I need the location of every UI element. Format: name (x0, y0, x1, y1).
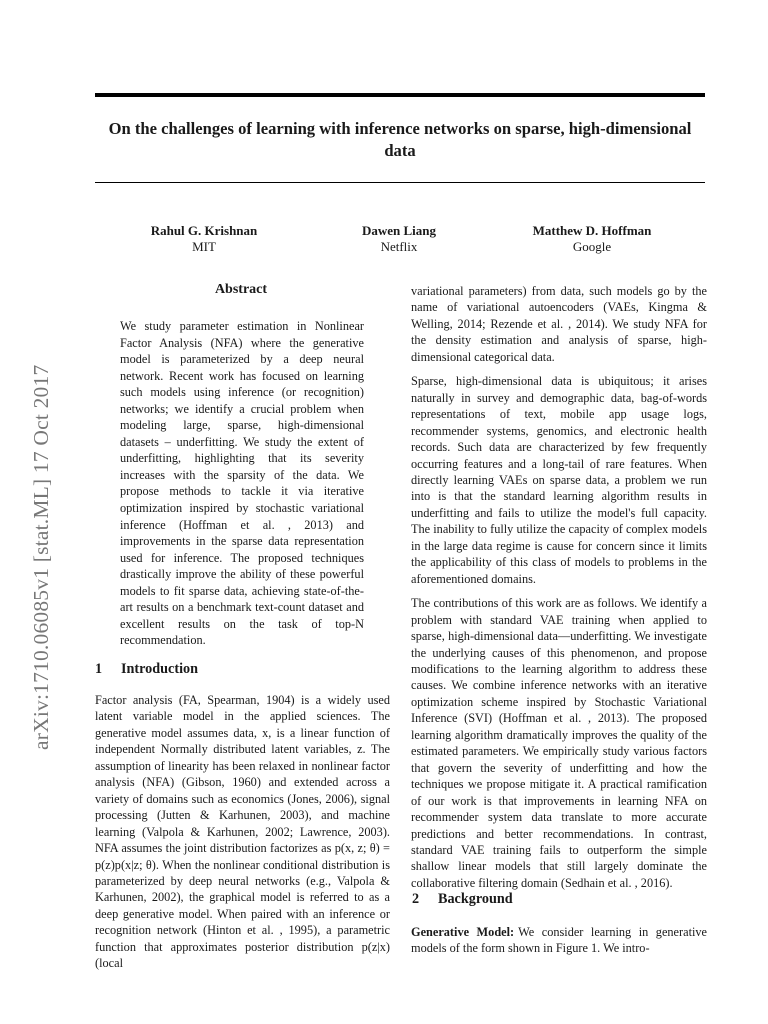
background-paragraph (411, 924, 707, 957)
section-title: Background (438, 891, 513, 907)
section-heading-introduction (95, 661, 198, 678)
section-heading-background (412, 891, 513, 908)
paragraph-lead: Generative Model: (411, 925, 515, 939)
section-number: 2 (412, 891, 420, 907)
paragraph-text: We consider learning in generative models of the form shown in Figure 1. We intro- (411, 925, 708, 956)
top-rule (95, 93, 705, 97)
abstract-text: We study parameter estimation in Nonlinear Factor Analysis (NFA) where the generative model is parameterized by a deep neural network. Recent work has focused on learning such models using inference (or recognition) networks; we identify a crucial problem when modeling large, sparse, high-dimensional datasets – underfitting. We study the extent of underfitting, highlighting that its severity increases with the sparsity of the data. We propose methods to tackle it via iterative optimization inspired by stochastic variational inference (Hoffman et al. , 2013) and improvements in the sparse data representation used for inference. The proposed techniques drastically improve the ability of these powerful models to fit sparse data, achieving state-of-the-art results on a benchmark text-count dataset and excellent results on the task of top-N recommendation. (120, 319, 364, 648)
author-name: Matthew D. Hoffman (532, 223, 652, 238)
author-affiliation: Google (572, 239, 612, 254)
paragraph: Sparse, high-dimensional data is ubiquitous; it arises naturally in survey and demographic data, bag-of-words representations of text, mobile app usage logs, recommender systems, genomics, and electronic health records. Such data are characterized by few frequently occurring features and a long-tail of rare features. When directly learning VAEs on sparse data, a problem we run into is that the standard learning algorithm results in underfitting and fails to utilize the model's full capacity. The inability to fully utilize the capacity of complex models in the large data regime is cause for concern since it limits the applicability of this class of models to problems in the aforementioned domains. (411, 374, 707, 586)
section-title: Introduction (121, 661, 198, 677)
author-affiliation: MIT (192, 239, 216, 254)
author-affiliation: Netflix (380, 239, 418, 254)
author-block (492, 223, 692, 255)
author-block (104, 223, 304, 255)
paragraph: The contributions of this work are as follows. We identify a problem with standard VAE training when applied to sparse, high-dimensional data—underfitting. We investigate the underlying causes of this phenomenon, and propose modifications to the learning algorithm to address these causes. We combine inference networks with an iterative optimization scheme inspired by Stochastic Variational Inference (SVI) (Hoffman et al. , 2013). The proposed learning algorithm dramatically improves the quality of the estimated parameters. We empirically study various factors that govern the severity of underfitting and how the techniques we propose mitigate it. A practical ramification of our work is that improvements in learning NFA on recommender system data translate to more accurate predictions and better recommendations. In contrast, standard VAE training fails to outperform the simple shallow linear models that still largely dominate the collaborative filtering domain (Sedhain et al. , 2016). (411, 596, 707, 890)
author-name: Rahul G. Krishnan (150, 223, 258, 238)
introduction-paragraph: Factor analysis (FA, Spearman, 1904) is a widely used latent variable model in the applied sciences. The generative model assumes data, x, is a linear function of independent Normally distributed latent variables, z. The assumption of linearity has been relaxed in nonlinear factor analysis (NFA) (Gibson, 1960) and extended across a variety of domains such as economics (Jones, 2006), signal processing (Jutten & Karhunen, 2003), and machine learning (Valpola & Karhunen, 2002; Lawrence, 2003). NFA assumes the joint distribution factorizes as p(x, z; θ) = p(z)p(x|z; θ). When the nonlinear conditional distribution is parameterized by deep neural networks (e.g., Valpola & Karhunen, 2002), the graphical model is referred to as a deep generative model. When paired with an inference or recognition network (Hinton et al. , 1995), a parametric function that approximates posterior distribution p(z|x) (local (95, 693, 390, 971)
paper-title: On the challenges of learning with inference networks on sparse, high-dimensional data (108, 119, 692, 160)
author-name: Dawen Liang (361, 223, 437, 238)
right-column (411, 283, 707, 899)
abstract-heading: Abstract (214, 282, 268, 297)
section-number: 1 (95, 661, 103, 677)
arxiv-stamp (9, 270, 53, 750)
paragraph: variational parameters) from data, such models go by the name of variational autoencoders (VAEs, Kingma & Welling, 2014; Rezende et al. , 2014). We study NFA for the density estimation and analysis of sparse, high-dimensional categorical data. (411, 284, 707, 364)
arxiv-stamp-text: arXiv:1710.06085v1 [stat.ML] 17 Oct 2017 (29, 364, 53, 750)
title-rule (95, 182, 705, 183)
author-block (299, 223, 499, 255)
